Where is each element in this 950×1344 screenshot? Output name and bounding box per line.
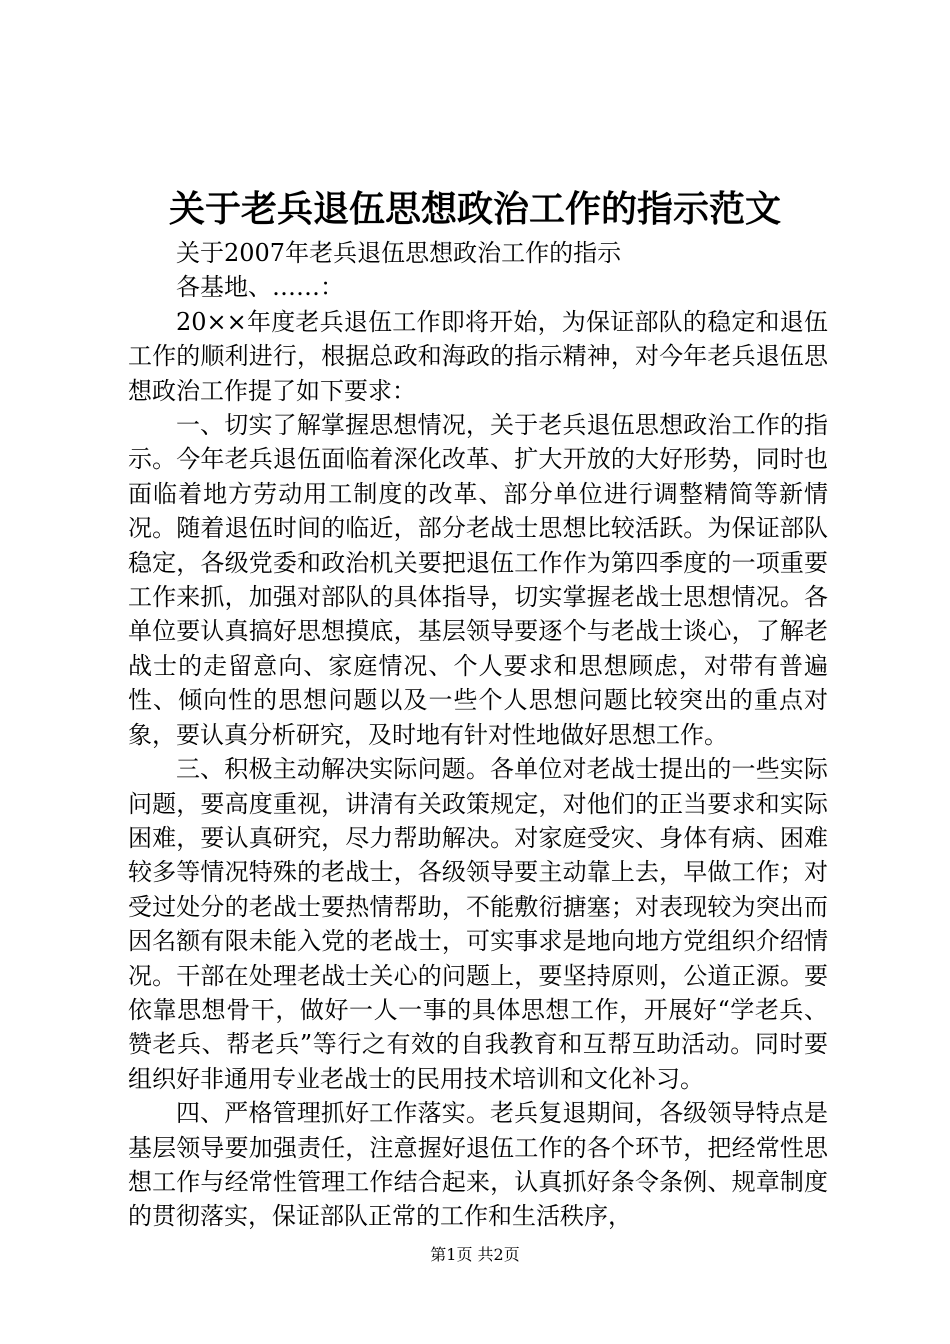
document-body [128,236,828,1234]
document-title: 关于老兵退伍思想政治工作的指示范文 [168,188,781,230]
page-footer: 第1页 共2页 [430,1245,520,1264]
subtitle-paragraph: 关于2007年老兵退伍思想政治工作的指示 [176,239,622,267]
section-three-paragraph: 三、积极主动解决实际问题。各单位对老战士提出的一些实际问题，要高度重视，讲清有关政策规定，对他们的正当要求和实际困难，要认真研究，尽力帮助解决。对家庭受灾、身体有病、困难较多等情况特殊的老战士，各级领导要主动靠上去，早做工作；对受过处分的老战士要热情帮助，不能敷衍搪塞；对表现较为突出而因名额有限未能入党的老战士，可实事求是地向地方党组织介绍情况。干部在处理老战士关心的问题上，要坚持原则，公道正源。要依靠思想骨干，做好一人一事的具体思想工作，开展好“学老兵、赞老兵、帮老兵”等行之有效的自我教育和互帮互助活动。同时要组织好非通用专业老战士的民用技术培训和文化补习。 [128,755,828,1093]
section-one-paragraph: 一、切实了解掌握思想情况，关于老兵退伍思想政治工作的指示。今年老兵退伍面临着深化改革、扩大开放的大好形势，同时也面临着地方劳动用工制度的改革、部分单位进行调整精简等新情况。随着退伍时间的临近，部分老战士思想比较活跃。为保证部队稳定，各级党委和政治机关要把退伍工作作为第四季度的一项重要工作来抓，加强对部队的具体指导，切实掌握老战士思想情况。各单位要认真搞好思想摸底，基层领导要逐个与老战士谈心，了解老战士的走留意向、家庭情况、个人要求和思想顾虑，对带有普遍性、倾向性的思想问题以及一些个人思想问题比较突出的重点对象，要认真分析研究，及时地有针对性地做好思想工作。 [128,411,828,749]
section-four-paragraph: 四、严格管理抓好工作落实。老兵复退期间，各级领导特点是基层领导要加强责任，注意握好退伍工作的各个环节，把经常性思想工作与经常性管理工作结合起来，认真抓好条令条例、规章制度的贯彻落实，保证部队正常的工作和生活秩序， [128,1099,828,1231]
intro-paragraph: 20××年度老兵退伍工作即将开始，为保证部队的稳定和退伍工作的顺利进行，根据总政和海政的指示精神，对今年老兵退伍思想政治工作提了如下要求： [128,307,828,405]
salutation-paragraph: 各基地、……： [176,273,344,302]
